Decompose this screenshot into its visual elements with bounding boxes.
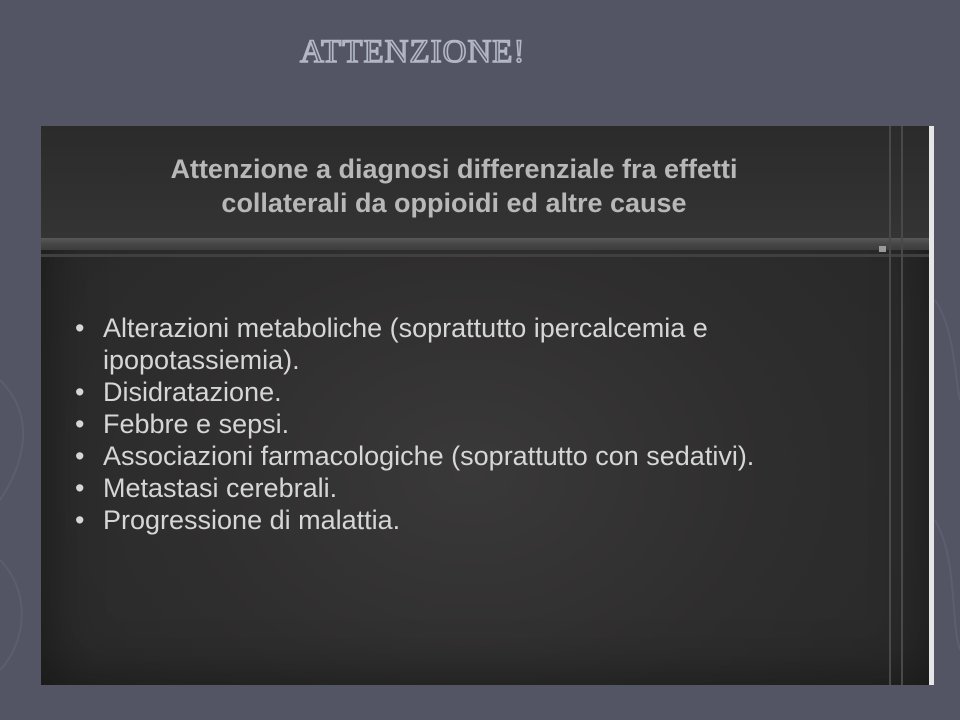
photo-right-edge bbox=[929, 126, 934, 685]
photo-heading-line: collaterali da oppioidi ed altre cause bbox=[221, 188, 687, 218]
bullet-text: Progressione di malattia. bbox=[103, 505, 401, 535]
bullet-item bbox=[73, 504, 853, 536]
photo-heading bbox=[41, 152, 867, 220]
background-swirl bbox=[935, 300, 960, 400]
bullet-symbol: • bbox=[75, 505, 85, 535]
bullet-symbol: • bbox=[75, 409, 85, 439]
bullet-item bbox=[73, 408, 853, 440]
background-swirl bbox=[935, 520, 960, 650]
bullet-item bbox=[73, 472, 853, 504]
slide-photo bbox=[41, 126, 934, 685]
bullet-text: Associazioni farmacologiche (soprattutto con sedativi). bbox=[103, 441, 755, 471]
photo-vertical-line bbox=[901, 126, 903, 685]
bullet-text: Alterazioni metaboliche (soprattutto ipercalcemia e ipopotassiemia). bbox=[103, 313, 708, 375]
bullet-text: Disidratazione. bbox=[103, 377, 282, 407]
photo-heading-line: Attenzione a diagnosi differenziale fra effetti bbox=[170, 154, 738, 184]
photo-divider bbox=[41, 238, 934, 250]
background-swirl bbox=[0, 380, 23, 500]
bullet-symbol: • bbox=[75, 473, 85, 503]
bullet-list bbox=[73, 312, 853, 536]
bullet-item bbox=[73, 440, 853, 472]
bullet-text: Metastasi cerebrali. bbox=[103, 473, 338, 503]
bullet-symbol: • bbox=[75, 377, 85, 407]
bullet-item bbox=[73, 312, 853, 376]
photo-marker bbox=[879, 246, 886, 252]
bullet-symbol: • bbox=[75, 313, 85, 343]
background-swirl bbox=[0, 560, 22, 670]
bullet-item bbox=[73, 376, 853, 408]
photo-divider-shadow bbox=[41, 254, 934, 257]
bullet-text: Febbre e sepsi. bbox=[103, 409, 290, 439]
photo-vertical-line bbox=[889, 126, 891, 685]
slide-title: ATTENZIONE! bbox=[300, 34, 526, 70]
bullet-symbol: • bbox=[75, 441, 85, 471]
